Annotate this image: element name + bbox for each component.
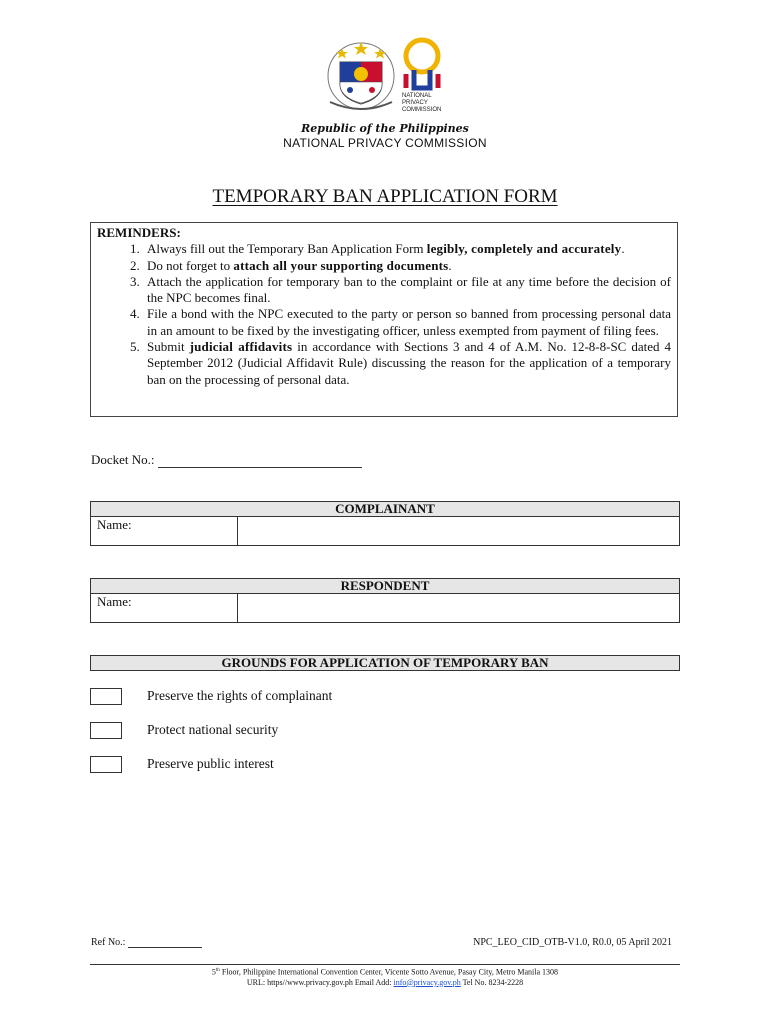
docket-input[interactable] (158, 454, 362, 468)
npc-logo-text (402, 93, 441, 114)
grounds-heading: GROUNDS FOR APPLICATION OF TEMPORARY BAN (90, 655, 680, 671)
footer-telephone: Tel No. 8234-2228 (460, 977, 524, 987)
complainant-name-label: Name: (97, 517, 132, 532)
republic-heading: Republic of the Philippines (301, 122, 469, 135)
docket-field (91, 452, 362, 468)
reminders-box (90, 222, 678, 417)
document-code: NPC_LEO_CID_OTB-V1.0, R0.0, 05 April 2021 (473, 937, 672, 948)
reminder-text: Do not forget to (147, 257, 234, 273)
npc-logo-line: NATIONAL (402, 93, 432, 99)
form-title-text: TEMPORARY BAN APPLICATION FORM (212, 186, 558, 207)
respondent-name-label: Name: (97, 594, 132, 609)
reminder-emphasis: legibly, completely and accurately (426, 241, 622, 257)
npc-logo-line: PRIVACY (402, 100, 428, 106)
reminders-heading: REMINDERS: (97, 225, 181, 240)
reminder-emphasis: attach all your supporting documents (233, 257, 449, 273)
reminder-item (143, 274, 671, 307)
ground-checkbox-rights[interactable] (90, 688, 122, 705)
complainant-heading: COMPLAINANT (90, 501, 680, 517)
reminder-emphasis: judicial affidavits (189, 339, 293, 355)
ground-checkbox-public-interest[interactable] (90, 756, 122, 773)
address-floor-number: 5 (211, 967, 216, 977)
reminder-item (143, 258, 671, 274)
reminder-text: . (621, 241, 625, 257)
ref-label: Ref No.: (91, 937, 126, 948)
complainant-name-input[interactable] (237, 517, 680, 545)
footer-contact-line (0, 978, 770, 988)
reminder-item (143, 306, 671, 339)
npc-logo-line: COMMISSION (402, 107, 442, 113)
reminders-list (97, 241, 671, 388)
ref-number (91, 937, 202, 948)
reminder-text: . (448, 257, 452, 273)
reminder-text: Submit (147, 339, 190, 355)
address-text: Floor, Philippine International Convention Center, Vicente Sotto Avenue, Pasay City, Metro Manila 1308 (219, 967, 559, 977)
footer-url: URL: https//www.privacy.gov.ph Email Add: (246, 977, 394, 987)
reminder-item (143, 241, 671, 257)
footer-email-link[interactable]: info@privacy.gov.ph (393, 977, 461, 987)
agency-heading: NATIONAL PRIVACY COMMISSION (283, 136, 487, 150)
ground-label-security: Protect national security (147, 722, 279, 737)
footer-divider (90, 964, 680, 965)
reminder-text: in accordance with Sections 3 and 4 of A.M. No. 12-8-8-SC dated 4 September 2012 (Judicial Affidavit Rule) discussing the reason for the application of a temporary ban on the processing of personal data. (147, 339, 672, 387)
npc-logo-icon (400, 36, 452, 94)
reminder-text: File a bond with the NPC executed to the party or person so banned from processing personal data in an amount to be fixed by the investigating officer, unless exempted from payment of filing fees. (147, 306, 671, 338)
docket-label: Docket No.: (91, 452, 155, 467)
footer-address (0, 966, 770, 988)
complainant-name-row (90, 517, 680, 546)
respondent-name-input[interactable] (237, 594, 680, 622)
reminder-text: Always fill out the Temporary Ban Application Form (147, 241, 427, 257)
address-floor-suffix: th (215, 968, 220, 973)
ref-input[interactable] (128, 937, 202, 948)
ground-label-rights: Preserve the rights of complainant (147, 688, 333, 703)
ground-checkbox-security[interactable] (90, 722, 122, 739)
respondent-heading: RESPONDENT (90, 578, 680, 594)
reminder-text: Attach the application for temporary ban to the complaint or file at any time before the decision of the NPC becomes final. (147, 273, 671, 306)
footer-address-line (0, 966, 770, 978)
ground-label-public-interest: Preserve public interest (147, 756, 274, 771)
header-logos (322, 36, 452, 118)
respondent-name-row (90, 594, 680, 623)
form-title (0, 186, 770, 208)
reminder-item (143, 339, 671, 388)
philippine-seal-icon (322, 36, 400, 112)
